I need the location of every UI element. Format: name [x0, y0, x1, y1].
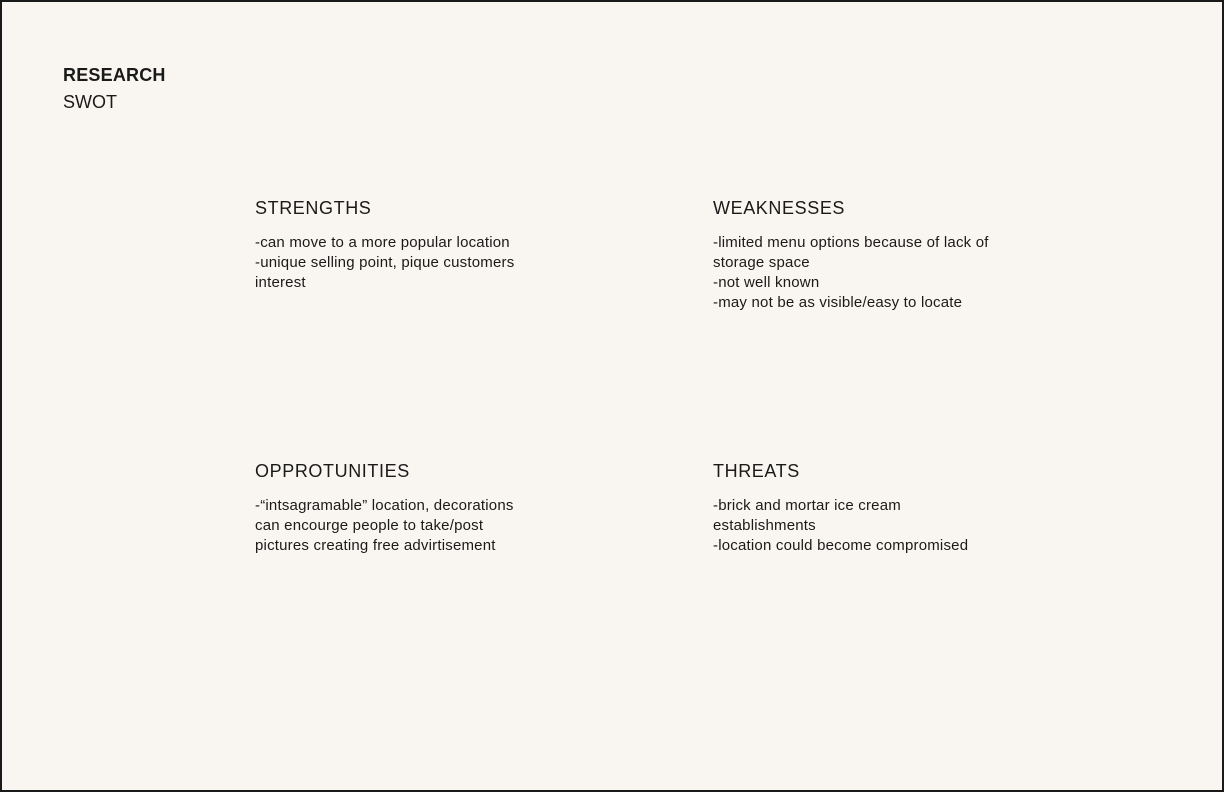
threats-item: -brick and mortar ice cream establishments [713, 497, 901, 534]
opportunities-quadrant [255, 460, 535, 556]
weaknesses-list [713, 233, 993, 313]
weaknesses-heading: WEAKNESSES [713, 198, 846, 218]
threats-heading: THREATS [713, 461, 800, 481]
weaknesses-item: -not well known [713, 274, 820, 291]
threats-list [713, 496, 993, 556]
opportunities-heading: OPPROTUNITIES [255, 461, 410, 481]
strengths-item: -can move to a more popular location [255, 234, 510, 251]
threats-quadrant [713, 460, 993, 556]
threats-item: -location could become compromised [713, 537, 969, 554]
section-subtitle: SWOT [63, 92, 117, 112]
strengths-list [255, 233, 535, 293]
strengths-item: -unique selling point, pique customers interest [255, 254, 515, 291]
section-title: RESEARCH [63, 65, 166, 85]
opportunities-item: -“intsagramable” location, decorations can encourge people to take/post pictures creating free advirtisement [255, 497, 514, 554]
weaknesses-item: -may not be as visible/easy to locate [713, 294, 963, 311]
strengths-quadrant [255, 197, 535, 293]
opportunities-list [255, 496, 535, 556]
strengths-heading: STRENGTHS [255, 198, 372, 218]
weaknesses-quadrant [713, 197, 993, 313]
slide-header [63, 63, 166, 114]
weaknesses-item: -limited menu options because of lack of storage space [713, 234, 989, 271]
